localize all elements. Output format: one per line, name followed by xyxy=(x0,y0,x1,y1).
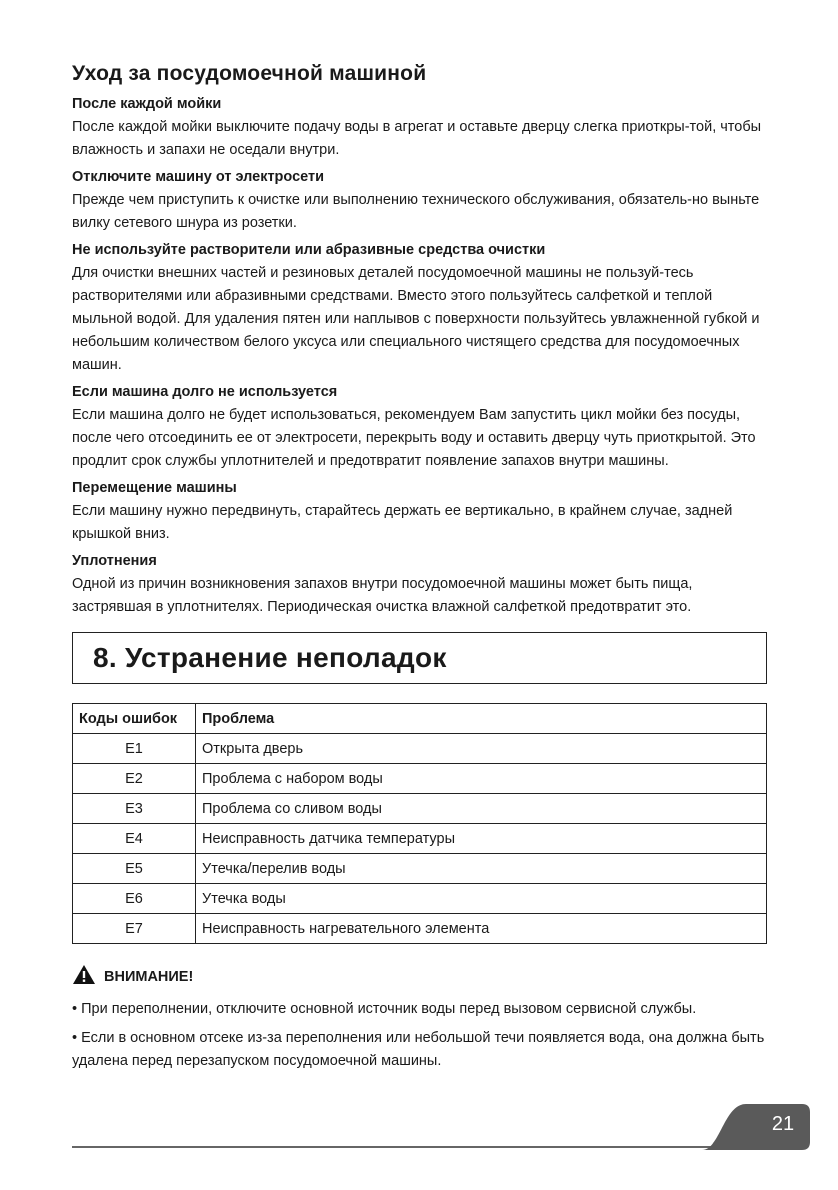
section-heading: Перемещение машины xyxy=(72,480,237,496)
section-heading: Отключите машину от электросети xyxy=(72,169,325,185)
section-text: Если машина долго не будет использоваться, рекомендуем Вам запустить цикл мойки без посуды, после чего отсоединить ее от электросети, перекрыть воду и оставить дверцу чуть приоткрытой. Это продлит срок службы уплотнителей и предотвратит появление запахов внутри машины. xyxy=(72,407,756,469)
section-text: Одной из причин возникновения запахов внутри посудомоечной машины может быть пища, застрявшая в уплотнителях. Периодическая очистка влажной салфеткой предотвратит это. xyxy=(72,576,693,615)
warning-bullets xyxy=(72,998,767,1073)
section-after-wash xyxy=(72,95,767,162)
section-heading: После каждой мойки xyxy=(72,96,222,112)
table-row xyxy=(73,764,767,794)
section-heading: Если машина долго не используется xyxy=(72,384,338,400)
table-header-row xyxy=(73,704,767,734)
section-text: После каждой мойки выключите подачу воды в агрегат и оставьте дверцу слегка приоткры-той, чтобы влажность и запахи не оседали внутри. xyxy=(72,119,762,158)
section-seals xyxy=(72,552,767,619)
error-problem: Проблема со сливом воды xyxy=(196,794,767,824)
error-problem: Открыта дверь xyxy=(196,734,767,764)
section-text: Если машину нужно передвинуть, старайтесь держать ее вертикально, в крайнем случае, задней крышкой вниз. xyxy=(72,503,733,542)
error-code: E2 xyxy=(73,764,196,794)
error-problem: Утечка воды xyxy=(196,884,767,914)
section-text: Прежде чем приступить к очистке или выполнению технического обслуживания, обязатель-но выньте вилку сетевого шнура из розетки. xyxy=(72,192,760,231)
warning-bullet: • Если в основном отсеке из-за переполнения или небольшой течи появляется вода, она должна быть удалена перед перезапуском посудомоечной машины. xyxy=(72,1030,765,1069)
section-unplug xyxy=(72,168,767,235)
section-heading: Уплотнения xyxy=(72,553,157,569)
table-row xyxy=(73,914,767,944)
header-error-codes: Коды ошибок xyxy=(73,704,196,734)
error-code: E1 xyxy=(73,734,196,764)
table-row xyxy=(73,824,767,854)
page-content xyxy=(72,62,767,1079)
footer-divider xyxy=(72,1146,732,1148)
header-problem: Проблема xyxy=(196,704,767,734)
table-row xyxy=(73,794,767,824)
warning-triangle-icon xyxy=(72,964,96,990)
error-problem: Проблема с набором воды xyxy=(196,764,767,794)
section-heading: Не используйте растворители или абразивные средства очистки xyxy=(72,242,546,258)
section-no-solvents xyxy=(72,241,767,377)
error-codes-table xyxy=(72,703,767,944)
chapter-title-box xyxy=(72,632,767,684)
error-code: E4 xyxy=(73,824,196,854)
error-code: E6 xyxy=(73,884,196,914)
warning-header xyxy=(72,964,767,990)
error-problem: Утечка/перелив воды xyxy=(196,854,767,884)
error-code: E3 xyxy=(73,794,196,824)
error-problem: Неисправность нагревательного элемента xyxy=(196,914,767,944)
error-problem: Неисправность датчика температуры xyxy=(196,824,767,854)
section-text: Для очистки внешних частей и резиновых деталей посудомоечной машины не пользуй-тесь растворителями или абразивными средствами. Вместо этого пользуйтесь салфеткой и теплой мыльной водой. Для удаления пятен или наплывов с поверхности пользуйтесь увлажненной губкой и небольшим количеством белого уксуса или специального чистящего средства для посудомоечных машин. xyxy=(72,265,760,373)
table-row xyxy=(73,734,767,764)
warning-bullet: • При переполнении, отключите основной источник воды перед вызовом сервисной службы. xyxy=(72,1001,697,1017)
table-row xyxy=(73,884,767,914)
error-code: E5 xyxy=(73,854,196,884)
chapter-title: 8. Устранение неполадок xyxy=(93,642,447,673)
care-title: Уход за посудомоечной машиной xyxy=(72,62,427,85)
table-row xyxy=(73,854,767,884)
section-moving xyxy=(72,479,767,546)
error-code: E7 xyxy=(73,914,196,944)
warning-title: ВНИМАНИЕ! xyxy=(104,969,194,985)
page-number: 21 xyxy=(771,1113,795,1135)
section-long-idle xyxy=(72,383,767,473)
